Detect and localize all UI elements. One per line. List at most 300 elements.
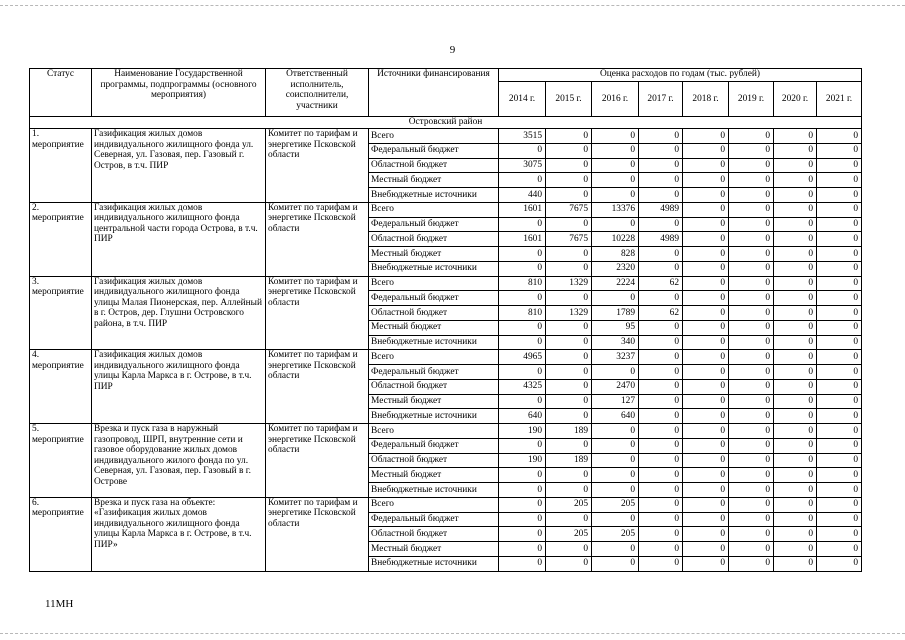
expense-value: 0 (817, 232, 862, 247)
expense-value: 0 (774, 158, 817, 173)
expense-value: 0 (546, 188, 592, 203)
activity-responsible: Комитет по тарифам и энергетике Псковской области (266, 276, 369, 350)
expense-value: 189 (546, 424, 592, 439)
header-estimate: Оценка расходов по годам (тыс. рублей) (499, 69, 862, 82)
expense-value: 189 (546, 453, 592, 468)
expense-value: 0 (683, 483, 729, 498)
expense-value: 0 (592, 291, 639, 306)
expense-value: 0 (592, 143, 639, 158)
expense-value: 0 (774, 188, 817, 203)
expense-value: 0 (683, 173, 729, 188)
expense-value: 2320 (592, 261, 639, 276)
expense-value: 0 (817, 291, 862, 306)
expense-value: 3515 (499, 129, 546, 144)
expense-value: 0 (729, 365, 774, 380)
expense-value: 0 (639, 143, 683, 158)
expense-value: 0 (774, 232, 817, 247)
header-status: Статус (30, 69, 92, 117)
expense-value: 0 (817, 276, 862, 291)
expense-value: 0 (546, 173, 592, 188)
funding-source: Всего (369, 276, 499, 291)
expense-value: 1601 (499, 202, 546, 217)
expense-value: 0 (817, 453, 862, 468)
expense-value: 0 (817, 438, 862, 453)
header-year: 2016 г. (592, 82, 639, 117)
expense-value: 3075 (499, 158, 546, 173)
expense-value: 0 (499, 483, 546, 498)
expense-value: 0 (499, 497, 546, 512)
header-year: 2021 г. (817, 82, 862, 117)
header-sources: Источники финансирования (369, 69, 499, 117)
expense-value: 0 (774, 247, 817, 262)
expense-value: 0 (817, 394, 862, 409)
expense-value: 0 (774, 365, 817, 380)
expense-value: 0 (729, 512, 774, 527)
expense-value: 0 (592, 188, 639, 203)
expense-value: 190 (499, 424, 546, 439)
expense-value: 1601 (499, 232, 546, 247)
expense-value: 0 (729, 438, 774, 453)
expense-value: 0 (499, 261, 546, 276)
header-year: 2019 г. (729, 82, 774, 117)
funding-source: Областной бюджет (369, 453, 499, 468)
funding-source: Местный бюджет (369, 542, 499, 557)
expense-value: 4965 (499, 350, 546, 365)
expense-value: 0 (729, 217, 774, 232)
expense-value: 0 (499, 438, 546, 453)
header-year: 2017 г. (639, 82, 683, 117)
expense-value: 62 (639, 276, 683, 291)
expense-value: 0 (639, 424, 683, 439)
expense-value: 0 (639, 261, 683, 276)
expense-value: 62 (639, 306, 683, 321)
expense-value: 828 (592, 247, 639, 262)
expense-value: 0 (774, 453, 817, 468)
expense-value: 2224 (592, 276, 639, 291)
header-year: 2014 г. (499, 82, 546, 117)
expense-value: 0 (683, 542, 729, 557)
expense-value: 0 (774, 306, 817, 321)
expense-value: 0 (499, 335, 546, 350)
expense-value: 0 (592, 453, 639, 468)
expense-value: 0 (683, 247, 729, 262)
expense-value: 0 (683, 129, 729, 144)
activity-responsible: Комитет по тарифам и энергетике Псковской области (266, 129, 369, 203)
expense-value: 0 (546, 468, 592, 483)
expense-value: 0 (639, 365, 683, 380)
expense-value: 1789 (592, 306, 639, 321)
expense-value: 0 (639, 173, 683, 188)
activity-name: Газификация жилых домов индивидуального жилищного фонда центральной части города Острова, в т.ч. ПИР (92, 202, 266, 276)
expense-value: 127 (592, 394, 639, 409)
expense-value: 0 (817, 158, 862, 173)
expense-value: 0 (546, 409, 592, 424)
expense-value: 0 (817, 542, 862, 557)
expense-value: 0 (683, 217, 729, 232)
expense-value: 205 (592, 497, 639, 512)
expense-value: 0 (683, 202, 729, 217)
funding-source: Федеральный бюджет (369, 143, 499, 158)
expense-value: 0 (729, 556, 774, 571)
expense-value: 0 (729, 335, 774, 350)
expense-value: 0 (639, 468, 683, 483)
expense-value: 0 (592, 217, 639, 232)
expense-value: 0 (546, 483, 592, 498)
expense-value: 7675 (546, 232, 592, 247)
expenses-table (29, 68, 862, 572)
expense-value: 0 (683, 306, 729, 321)
funding-source: Внебюджетные источники (369, 556, 499, 571)
expense-value: 4989 (639, 232, 683, 247)
expense-value: 0 (683, 261, 729, 276)
funding-source: Внебюджетные источники (369, 409, 499, 424)
expense-value: 205 (546, 527, 592, 542)
expense-value: 0 (499, 247, 546, 262)
expense-value: 0 (817, 556, 862, 571)
expense-value: 0 (774, 291, 817, 306)
expense-value: 2470 (592, 379, 639, 394)
expense-value: 0 (774, 379, 817, 394)
funding-source: Областной бюджет (369, 527, 499, 542)
funding-source: Всего (369, 350, 499, 365)
expense-value: 0 (592, 173, 639, 188)
expense-value: 0 (683, 497, 729, 512)
expense-value: 205 (592, 527, 639, 542)
expense-value: 0 (817, 320, 862, 335)
expense-value: 0 (639, 188, 683, 203)
activity-status: 6. мероприятие (30, 497, 92, 571)
expense-value: 0 (817, 468, 862, 483)
expense-value: 0 (683, 158, 729, 173)
expense-value: 0 (683, 276, 729, 291)
funding-source: Всего (369, 424, 499, 439)
funding-source: Внебюджетные источники (369, 188, 499, 203)
funding-source: Местный бюджет (369, 320, 499, 335)
expense-value: 0 (817, 143, 862, 158)
expense-value: 640 (592, 409, 639, 424)
expense-value: 0 (729, 424, 774, 439)
expense-value: 0 (639, 350, 683, 365)
expense-value: 205 (546, 497, 592, 512)
expense-value: 0 (817, 512, 862, 527)
activity-name: Врезка и пуск газа на объекте: «Газификация жилых домов индивидуального жилищного фонда улицы Карла Маркса в г. Острове, в т.ч. ПИР» (92, 497, 266, 571)
expense-value: 1329 (546, 276, 592, 291)
expense-value: 0 (729, 394, 774, 409)
expense-value: 0 (774, 527, 817, 542)
expense-value: 0 (817, 188, 862, 203)
expense-value: 0 (683, 320, 729, 335)
expense-value: 0 (774, 409, 817, 424)
expense-value: 0 (729, 276, 774, 291)
footer-code: 11МН (45, 598, 74, 610)
expense-value: 0 (774, 320, 817, 335)
expense-value: 0 (817, 424, 862, 439)
expense-value: 0 (546, 335, 592, 350)
expense-value: 0 (774, 217, 817, 232)
expense-value: 0 (683, 188, 729, 203)
expense-value: 0 (774, 556, 817, 571)
expense-value: 0 (499, 291, 546, 306)
funding-source: Федеральный бюджет (369, 217, 499, 232)
expense-value: 0 (639, 453, 683, 468)
scan-edge-top (0, 5, 905, 6)
region-title: Островский район (30, 117, 862, 129)
expense-value: 190 (499, 453, 546, 468)
expense-value: 1329 (546, 306, 592, 321)
expense-value: 0 (774, 173, 817, 188)
table-row (30, 202, 862, 217)
funding-source: Областной бюджет (369, 306, 499, 321)
activity-responsible: Комитет по тарифам и энергетике Псковской области (266, 424, 369, 498)
expense-value: 0 (729, 129, 774, 144)
expense-value: 0 (683, 232, 729, 247)
expense-value: 0 (592, 468, 639, 483)
expense-value: 0 (639, 291, 683, 306)
activity-status: 4. мероприятие (30, 350, 92, 424)
table-row (30, 350, 862, 365)
expense-value: 0 (729, 143, 774, 158)
expense-value: 0 (499, 217, 546, 232)
expense-value: 0 (729, 261, 774, 276)
scan-edge-bottom (0, 633, 905, 634)
expense-value: 7675 (546, 202, 592, 217)
funding-source: Внебюджетные источники (369, 261, 499, 276)
expense-value: 0 (546, 217, 592, 232)
expense-value: 0 (592, 556, 639, 571)
expense-value: 0 (774, 468, 817, 483)
expense-value: 0 (499, 468, 546, 483)
expense-value: 0 (817, 379, 862, 394)
activity-status: 1. мероприятие (30, 129, 92, 203)
expense-value: 0 (639, 158, 683, 173)
expense-value: 0 (729, 188, 774, 203)
expense-value: 0 (729, 468, 774, 483)
expense-value: 0 (639, 542, 683, 557)
expense-value: 0 (592, 438, 639, 453)
expense-value: 0 (683, 468, 729, 483)
expense-value: 810 (499, 306, 546, 321)
expense-value: 0 (817, 129, 862, 144)
expense-value: 0 (499, 173, 546, 188)
expense-value: 0 (729, 527, 774, 542)
funding-source: Областной бюджет (369, 232, 499, 247)
activity-name: Газификация жилых домов индивидуального жилищного фонда ул. Северная, ул. Газовая, пер. Газовый г. Остров, в т.ч. ПИР (92, 129, 266, 203)
expense-value: 0 (592, 424, 639, 439)
expense-value: 0 (683, 335, 729, 350)
funding-source: Местный бюджет (369, 247, 499, 262)
funding-source: Федеральный бюджет (369, 291, 499, 306)
expense-value: 0 (592, 483, 639, 498)
expense-value: 0 (499, 394, 546, 409)
expense-value: 0 (729, 158, 774, 173)
table-header (30, 69, 862, 117)
page-number: 9 (449, 44, 456, 56)
expense-value: 0 (729, 350, 774, 365)
expense-value: 0 (592, 129, 639, 144)
expense-value: 0 (639, 247, 683, 262)
expense-value: 10228 (592, 232, 639, 247)
expense-value: 0 (729, 453, 774, 468)
header-year: 2018 г. (683, 82, 729, 117)
expense-value: 0 (729, 320, 774, 335)
header-responsible: Ответственный исполнитель, соисполнители, участники (266, 69, 369, 117)
expense-value: 0 (639, 527, 683, 542)
expense-value: 0 (683, 512, 729, 527)
funding-source: Всего (369, 202, 499, 217)
header-year: 2020 г. (774, 82, 817, 117)
expense-value: 0 (683, 556, 729, 571)
expense-value: 0 (639, 512, 683, 527)
funding-source: Всего (369, 497, 499, 512)
activity-status: 2. мероприятие (30, 202, 92, 276)
expense-value: 0 (546, 365, 592, 380)
activity-name: Врезка и пуск газа в наружный газопровод, ШРП, внутренние сети и газовое оборудование жилых домов индивидуального жилого фонда по ул. Северная, ул. Газовая, пер. Газовый в г. Острове (92, 424, 266, 498)
table-row (30, 276, 862, 291)
expense-value: 0 (774, 424, 817, 439)
expense-value: 0 (683, 143, 729, 158)
expense-value: 0 (546, 129, 592, 144)
expense-value: 0 (546, 143, 592, 158)
table-row (30, 497, 862, 512)
activity-responsible: Комитет по тарифам и энергетике Псковской области (266, 202, 369, 276)
expense-value: 0 (774, 438, 817, 453)
expense-value: 0 (774, 143, 817, 158)
expense-value: 0 (817, 202, 862, 217)
expense-value: 640 (499, 409, 546, 424)
expense-value: 0 (592, 512, 639, 527)
expense-value: 0 (817, 261, 862, 276)
activity-responsible: Комитет по тарифам и энергетике Псковской области (266, 497, 369, 571)
expense-value: 0 (774, 276, 817, 291)
expense-value: 0 (774, 129, 817, 144)
expense-value: 0 (774, 335, 817, 350)
expense-value: 0 (817, 350, 862, 365)
expense-value: 0 (683, 453, 729, 468)
expense-value: 3237 (592, 350, 639, 365)
activity-responsible: Комитет по тарифам и энергетике Псковской области (266, 350, 369, 424)
expense-value: 0 (546, 394, 592, 409)
expense-value: 0 (817, 409, 862, 424)
expense-value: 95 (592, 320, 639, 335)
expense-value: 340 (592, 335, 639, 350)
expense-value: 0 (729, 542, 774, 557)
expense-value: 0 (774, 483, 817, 498)
expense-value: 0 (639, 129, 683, 144)
funding-source: Местный бюджет (369, 173, 499, 188)
expense-value: 0 (639, 409, 683, 424)
expense-value: 0 (729, 232, 774, 247)
expense-value: 0 (729, 379, 774, 394)
expense-value: 0 (774, 497, 817, 512)
funding-source: Федеральный бюджет (369, 365, 499, 380)
expense-value: 0 (817, 365, 862, 380)
expense-value: 0 (639, 483, 683, 498)
expense-value: 0 (639, 217, 683, 232)
expense-value: 0 (639, 379, 683, 394)
expense-value: 0 (499, 527, 546, 542)
expense-value: 0 (774, 394, 817, 409)
expense-value: 0 (639, 556, 683, 571)
table-row (30, 424, 862, 439)
expense-value: 0 (817, 247, 862, 262)
expense-value: 0 (499, 143, 546, 158)
expense-value: 0 (499, 365, 546, 380)
expense-value: 0 (729, 291, 774, 306)
header-year: 2015 г. (546, 82, 592, 117)
expense-value: 0 (817, 217, 862, 232)
expense-value: 0 (639, 320, 683, 335)
expense-value: 0 (499, 556, 546, 571)
funding-source: Местный бюджет (369, 394, 499, 409)
activity-status: 3. мероприятие (30, 276, 92, 350)
expense-value: 0 (592, 542, 639, 557)
expense-value: 0 (546, 320, 592, 335)
funding-source: Областной бюджет (369, 158, 499, 173)
expense-value: 0 (774, 350, 817, 365)
expense-value: 0 (683, 424, 729, 439)
expense-value: 0 (729, 497, 774, 512)
expense-value: 0 (546, 438, 592, 453)
expense-value: 0 (729, 306, 774, 321)
expense-value: 440 (499, 188, 546, 203)
expense-value: 0 (639, 497, 683, 512)
expense-value: 0 (546, 379, 592, 394)
expense-value: 0 (817, 527, 862, 542)
funding-source: Внебюджетные источники (369, 335, 499, 350)
expense-value: 0 (817, 497, 862, 512)
activity-status: 5. мероприятие (30, 424, 92, 498)
activity-name: Газификация жилых домов индивидуального жилищного фонда улицы Малая Пионерская, пер. Аллейный в г. Остров, дер. Глушни Островского района, в т.ч. ПИР (92, 276, 266, 350)
expense-value: 4989 (639, 202, 683, 217)
expense-value: 0 (729, 202, 774, 217)
expense-value: 0 (774, 261, 817, 276)
funding-source: Федеральный бюджет (369, 438, 499, 453)
expense-value: 0 (592, 365, 639, 380)
expense-value: 0 (729, 173, 774, 188)
funding-source: Всего (369, 129, 499, 144)
expense-value: 0 (499, 542, 546, 557)
expense-value: 0 (683, 438, 729, 453)
expense-value: 0 (817, 335, 862, 350)
expense-value: 0 (546, 512, 592, 527)
expense-value: 0 (546, 158, 592, 173)
funding-source: Областной бюджет (369, 379, 499, 394)
expense-value: 0 (729, 409, 774, 424)
expense-value: 0 (639, 335, 683, 350)
expense-value: 0 (817, 483, 862, 498)
expense-value: 0 (683, 409, 729, 424)
expense-value: 0 (546, 261, 592, 276)
activity-name: Газификация жилых домов индивидуального жилищного фонда улицы Карла Маркса в г. Острове, в т.ч. ПИР (92, 350, 266, 424)
funding-source: Федеральный бюджет (369, 512, 499, 527)
expense-value: 0 (683, 527, 729, 542)
expense-value: 810 (499, 276, 546, 291)
expense-value: 0 (546, 247, 592, 262)
expense-value: 0 (546, 350, 592, 365)
expense-value: 0 (683, 350, 729, 365)
funding-source: Внебюджетные источники (369, 483, 499, 498)
expense-value: 0 (499, 512, 546, 527)
expense-value: 0 (774, 512, 817, 527)
expense-value: 0 (774, 202, 817, 217)
funding-source: Местный бюджет (369, 468, 499, 483)
expense-value: 0 (683, 365, 729, 380)
expense-value: 0 (639, 438, 683, 453)
expense-value: 0 (774, 542, 817, 557)
expense-value: 0 (639, 394, 683, 409)
expense-value: 0 (546, 556, 592, 571)
expense-value: 0 (546, 542, 592, 557)
